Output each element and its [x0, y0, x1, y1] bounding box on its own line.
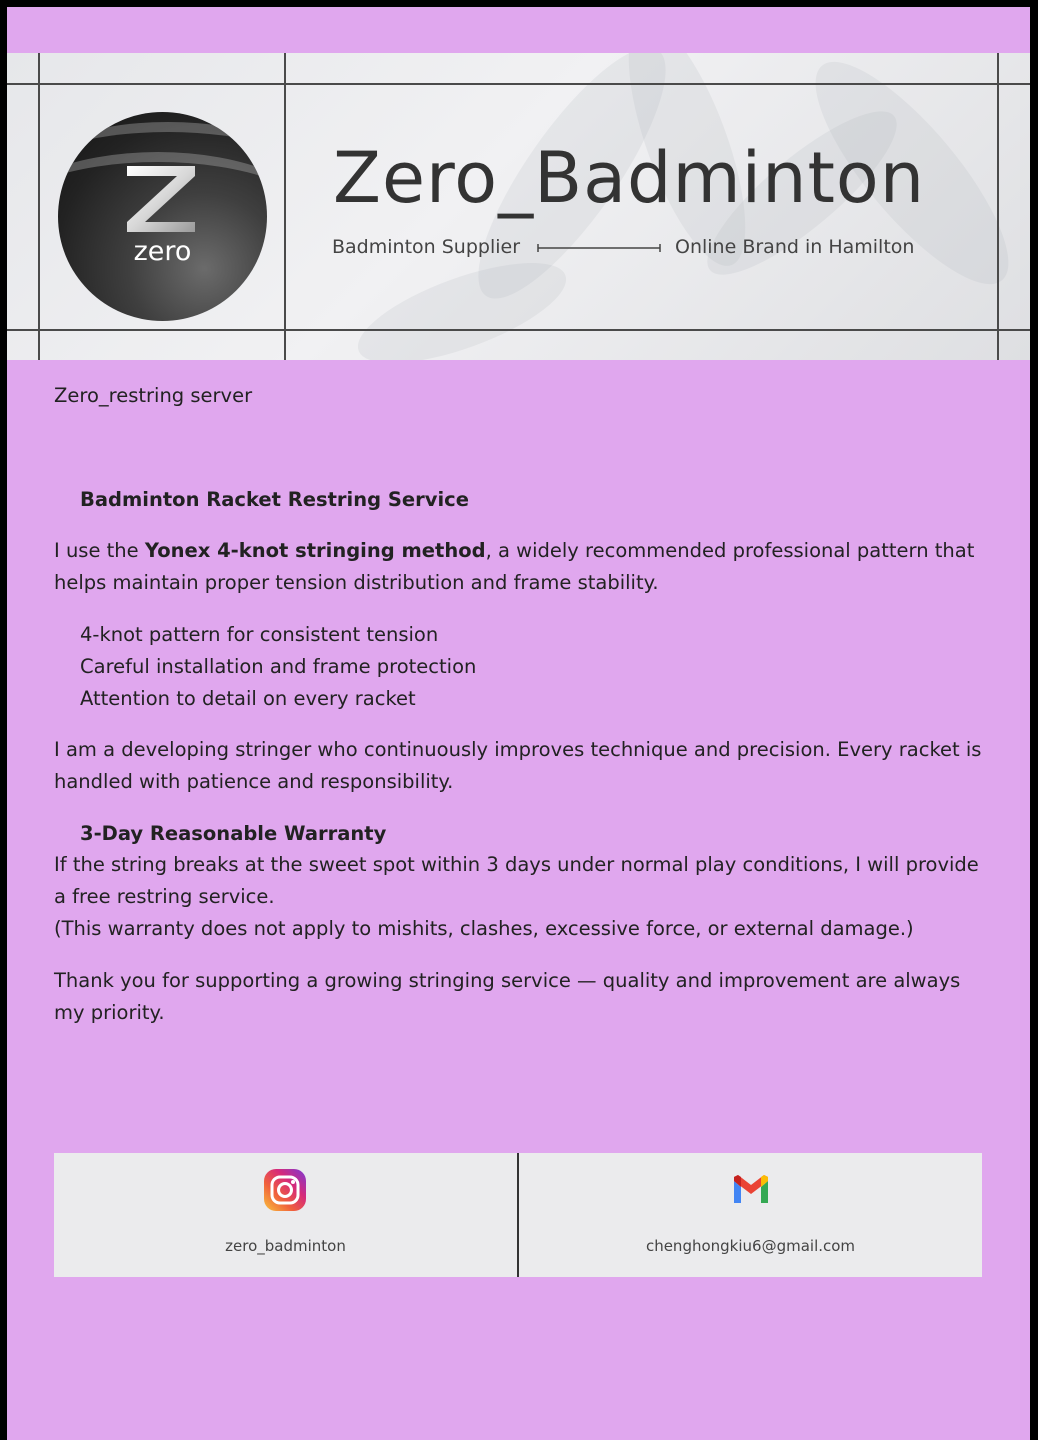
- feature-list: [54, 619, 984, 715]
- thanks-message: Thank you for supporting a growing stringing service — quality and improvement are always my priority.: [54, 969, 961, 1024]
- warranty-text: If the string breaks at the sweet spot within 3 days under normal play conditions, I will provide a free restring service.: [54, 853, 979, 908]
- brand-title: Zero_Badminton: [333, 137, 926, 219]
- instagram-icon[interactable]: [262, 1167, 308, 1213]
- feature-item: Attention to detail on every racket: [80, 687, 416, 710]
- frame-line: [7, 83, 1030, 85]
- server-name: Zero_restring server: [54, 384, 253, 407]
- tagline-right: Online Brand in Hamilton: [675, 236, 915, 258]
- frame-line: [7, 329, 1030, 331]
- contact-bar: [54, 1153, 982, 1277]
- frame-line: [284, 53, 286, 360]
- tagline-left: Badminton Supplier: [332, 236, 521, 258]
- logo-wordmark: zero: [133, 236, 192, 267]
- brand-logo: [58, 112, 267, 321]
- feature-item: 4-knot pattern for consistent tension: [80, 623, 439, 646]
- tagline-connector-line: [537, 243, 661, 253]
- z-mark-icon: [121, 162, 201, 234]
- intro-paragraph: [54, 535, 984, 599]
- feature-item: Careful installation and frame protection: [80, 655, 477, 678]
- email-contact[interactable]: [519, 1153, 982, 1277]
- flyer-page: [7, 7, 1030, 1440]
- frame-line: [997, 53, 999, 360]
- intro-prefix: I use the: [54, 539, 145, 562]
- header-banner: [7, 53, 1030, 360]
- gmail-icon[interactable]: [731, 1173, 771, 1205]
- intro-suffix: , a widely recommended professional pattern that helps maintain proper tension distribution and frame stability.: [54, 539, 975, 594]
- service-heading: Badminton Racket Restring Service: [80, 488, 469, 511]
- stringer-note: I am a developing stringer who continuously improves technique and precision. Every racket is handled with patience and responsibility.: [54, 738, 982, 793]
- frame-line: [38, 53, 40, 360]
- instagram-contact[interactable]: [54, 1153, 517, 1277]
- email-address[interactable]: chenghongkiu6@gmail.com: [645, 1237, 856, 1255]
- instagram-handle[interactable]: zero_badminton: [225, 1237, 346, 1255]
- intro-method-bold: Yonex 4-knot stringing method: [144, 539, 486, 562]
- warranty-heading: 3-Day Reasonable Warranty: [80, 822, 387, 845]
- warranty-note: (This warranty does not apply to mishits, clashes, excessive force, or external damage.): [54, 917, 914, 940]
